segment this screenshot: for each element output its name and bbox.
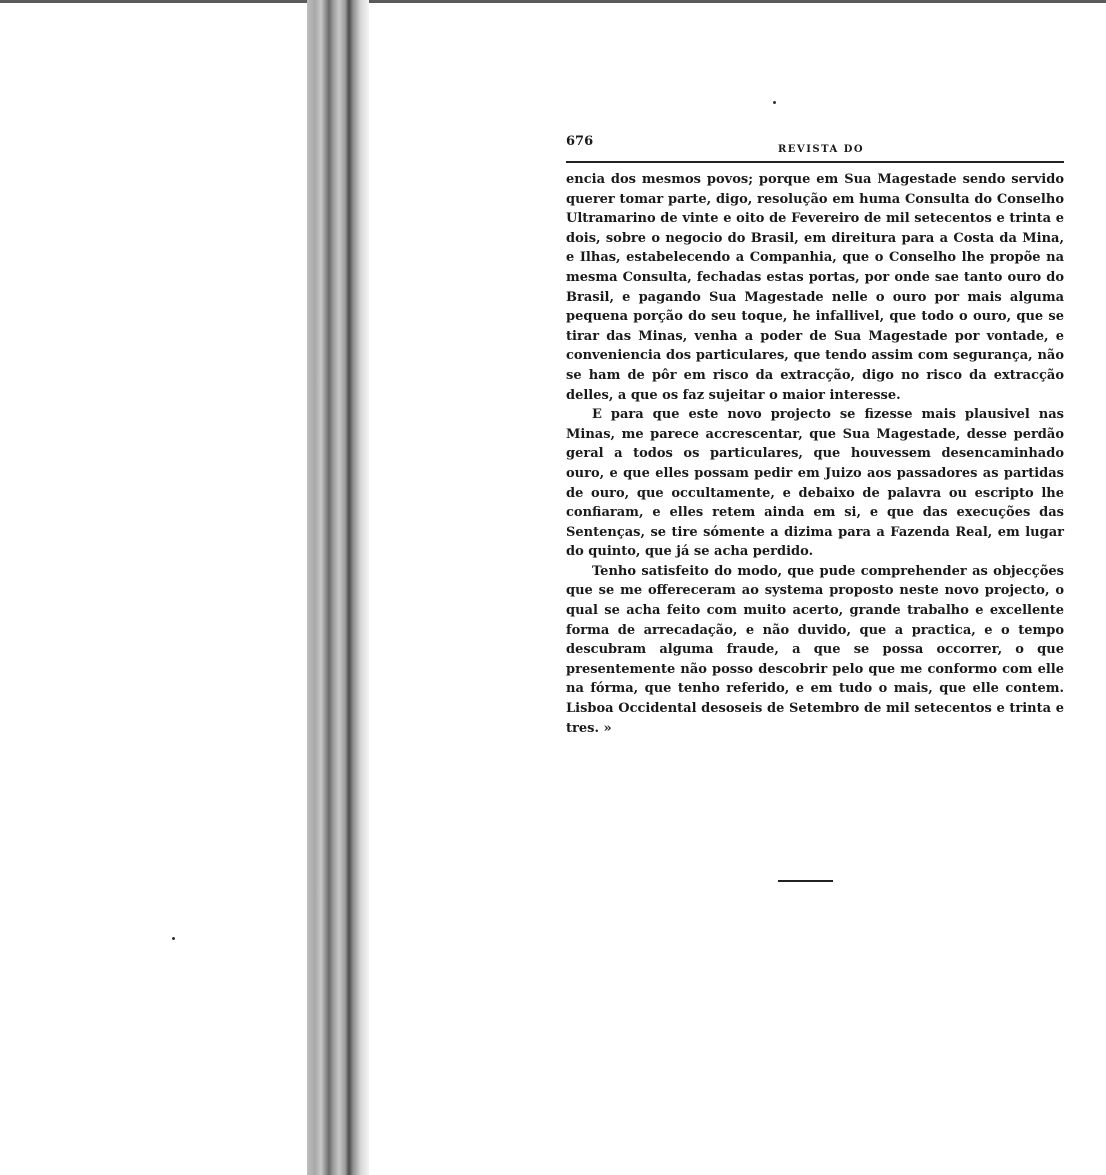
scan-top-edge (0, 0, 1106, 3)
scan-speck (172, 937, 175, 940)
book-gutter-shadow (307, 0, 369, 1175)
header-rule (566, 161, 1064, 163)
paragraph: Tenho satisfeito do modo, que pude comprehender as objecções que se me offereceram ao systema proposto neste novo projecto, o qual se acha feito com muito acerto, grande trabalho e excellente forma de arrecadação, e não duvido, que a practica, e o tempo descubram alguma fraude, a que se possa occorrer, o que presentemente não posso descobrir pelo que me conformo com elle na fórma, que tenho referido, e em tudo o mais, que elle contem. Lisboa Occidental desoseis de Setembro de mil setecentos e trinta e tres. » (566, 563, 1064, 736)
book-page (566, 134, 1064, 738)
running-title: REVISTA DO (778, 144, 865, 155)
page-number: 676 (566, 134, 594, 149)
end-rule (778, 880, 833, 882)
scan-speck (773, 101, 776, 104)
paragraph: E para que este novo projecto se fizesse mais plausivel nas Minas, me parece accrescentar, que Sua Magestade, desse perdão geral a todos os particulares, que houvessem desencaminhado ouro, e que elles possam pedir em Juizo aos passadores as partidas de ouro, que occultamente, e debaixo de palavra ou escripto lhe confiaram, e elles retem ainda em si, e que das execuções das Sentenças, se tire sómente a dizima para a Fazenda Real, em lugar do quinto, que já se acha perdido. (566, 407, 1064, 560)
paragraph-continued: encia dos mesmos povos; porque em Sua Magestade sendo servido querer tomar parte, digo, resolução em huma Consulta do Conselho Ultramarino de vinte e oito de Fevereiro de mil setecentos e trinta e dois, sobre o negocio do Brasil, em direitura para a Costa da Mina, e Ilhas, estabelecendo a Companhia, que o Conselho lhe propõe na mesma Consulta, fechadas estas portas, por onde sae tanto ouro do Brasil, e pagando Sua Magestade nelle o ouro por mais alguma pequena porção do seu toque, he infallivel, que todo o ouro, que se tirar das Minas, venha a poder de Sua Magestade por vontade, e conveniencia dos particulares, que tendo assim com segurança, não se ham de pôr em risco da extracção, digo no risco da extracção delles, a que os faz sujeitar o maior interesse. (566, 172, 1064, 403)
running-head (566, 134, 1064, 156)
